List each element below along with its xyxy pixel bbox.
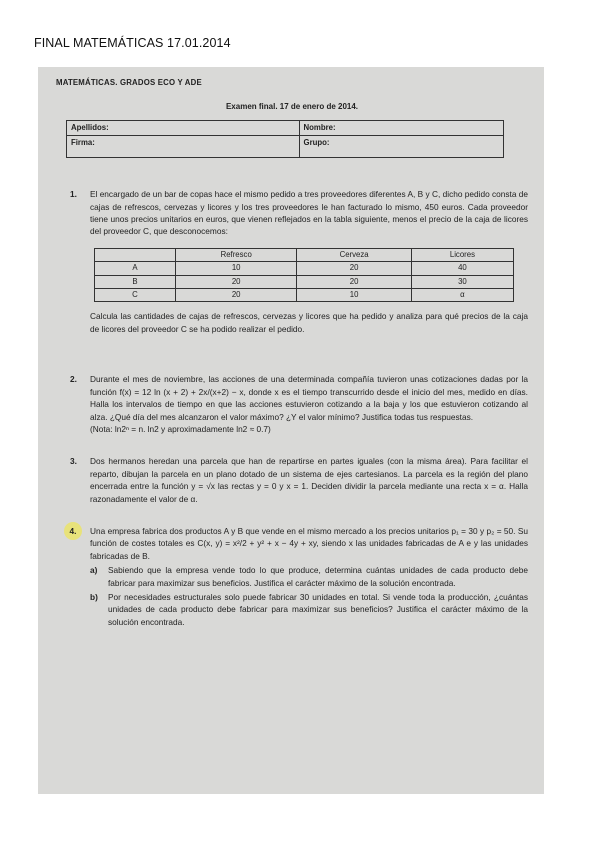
question-1 — [56, 188, 528, 335]
sub-question-text: Por necesidades estructurales solo puede fabricar 30 unidades en total. Si vende toda la producción, ¿cuántas unidades de cada producto debe fabricar para maximizar sus beneficios? Justifica el carácter máximo de la solución encontrada. — [108, 591, 528, 627]
table-header: Licores — [411, 248, 513, 261]
question-followup: Calcula las cantidades de cajas de refrescos, cervezas y licores que ha pedido y analiza para qué precios de la caja de licores del proveedor C se ha podido realizar el pedido. — [90, 311, 528, 334]
question-text: Dos hermanos heredan una parcela que han de repartirse en partes iguales (con la misma área). Para facilitar el reparto, dibujan la parcela en un plano dotado de un sistema de ejes cartesianos. La parcela es la región del plano encerrada entre la función y = √x las rectas y = 0 y x = 1. Deciden dividir la parcela mediante una recta x = α. Halla razonadamente el valor de α. — [90, 456, 528, 504]
question-4 — [56, 525, 528, 628]
table-row — [95, 262, 514, 275]
table-cell: 30 — [411, 275, 513, 288]
table-cell: 40 — [411, 262, 513, 275]
question-3 — [56, 455, 528, 505]
signature-field: Firma: — [67, 136, 300, 158]
question-note: (Nota: ln2ⁿ = n. ln2 y aproximadamente ln2 ≈ 0.7) — [90, 423, 271, 434]
table-row — [95, 289, 514, 302]
table-cell: B — [95, 275, 176, 288]
question-number: 3. — [70, 456, 77, 467]
price-table — [94, 248, 514, 303]
student-id-table — [66, 120, 504, 158]
scanned-exam-page — [38, 67, 544, 794]
sub-question-a — [90, 564, 528, 589]
question-text: Una empresa fabrica dos productos A y B que vende en el mismo mercado a los precios unitarios p₁ = 30 y p₂ = 50. Su función de costes totales es C(x, y) = x²/2 + y² + x − 4y + xy, siendo x las unidades fabricadas de A e y las unidades fabricadas de B. — [90, 525, 528, 561]
table-row — [95, 275, 514, 288]
table-cell: 20 — [176, 275, 297, 288]
question-number: 2. — [70, 374, 77, 385]
table-header: Cerveza — [297, 248, 412, 261]
table-header: Refresco — [176, 248, 297, 261]
group-field: Grupo: — [299, 136, 504, 158]
name-field: Nombre: — [299, 120, 504, 135]
exam-title: Examen final. 17 de enero de 2014. — [225, 102, 359, 112]
table-cell: 20 — [297, 262, 412, 275]
sub-question-label: b) — [90, 591, 98, 602]
table-header — [95, 248, 176, 261]
question-text: El encargado de un bar de copas hace el mismo pedido a tres proveedores diferentes A, B y C, dicho pedido consta de cajas de refrescos, cervezas y licores y los tres proveedores le han facturado lo mismo, 450 euros. Cada proveedor tiene unos precios unitarios en euros, que vienen reflejados en la tabla siguiente, menos el precio de la caja de licores del proveedor C, que desconocemos: — [90, 189, 528, 237]
exam-content — [56, 77, 528, 628]
highlight-marker-question-number: 4. — [64, 522, 82, 540]
table-cell: 20 — [176, 289, 297, 302]
question-number: 1. — [70, 189, 77, 200]
sub-question-label: a) — [90, 565, 98, 576]
table-cell: 20 — [297, 275, 412, 288]
table-cell: 10 — [297, 289, 412, 302]
question-2 — [56, 373, 528, 435]
table-cell: C — [95, 289, 176, 302]
course-title: MATEMÁTICAS. GRADOS ECO Y ADE — [56, 78, 202, 87]
table-cell: 10 — [176, 262, 297, 275]
table-cell: A — [95, 262, 176, 275]
question-text: Durante el mes de noviembre, las acciones de una determinada compañía tuvieron unas cotizaciones dadas por la función f(x) = 12 ln (x + 2) + 2x/(x+2) − x, donde x es el tiempo transcurrido desde el inicio del mes, medido en días. Halla los intervalos de tiempo en que las acciones estuvieron cotizando a la baja y los que estuvieron cotizando al alza. ¿Qué día del mes alcanzaron el valor máximo? ¿Y el valor mínimo? Justifica todas tus respuestas. — [90, 374, 528, 422]
sub-question-b — [90, 591, 528, 628]
page-title: FINAL MATEMÁTICAS 17.01.2014 — [34, 36, 231, 50]
table-header-row — [95, 248, 514, 261]
sub-question-text: Sabiendo que la empresa vende todo lo que produce, determina cuántas unidades de cada producto debe fabricar para maximizar sus beneficios. Justifica el carácter máximo de la solución encontrada. — [108, 565, 528, 588]
surname-field: Apellidos: — [67, 120, 300, 135]
table-cell: α — [411, 289, 513, 302]
